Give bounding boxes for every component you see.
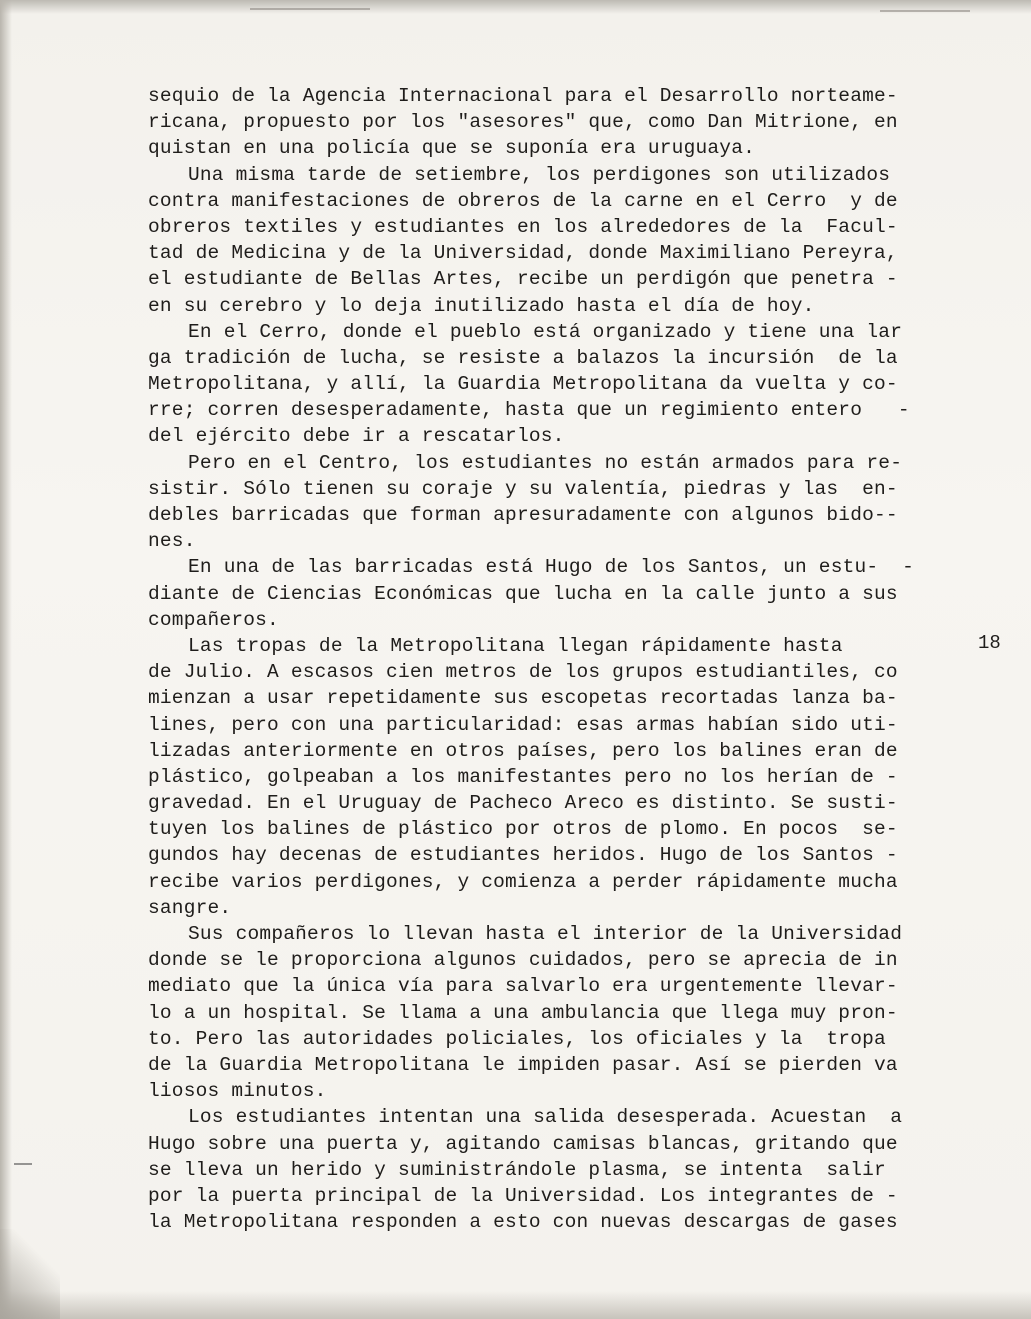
text-line: en su cerebro y lo deja inutilizado hasta el día de hoy.	[148, 294, 815, 317]
text-line: debles barricadas que forman apresuradamente con algunos bido--	[148, 504, 898, 526]
text-line: gravedad. En el Uruguay de Pacheco Areco es distinto. Se susti-	[148, 792, 898, 815]
text-line: ga tradición de lucha, se resiste a balazos la incursión de la	[148, 346, 898, 369]
text-line: recibe varios perdigones, y comienza a perder rápidamente mucha	[148, 870, 898, 893]
margin-mark	[14, 1163, 32, 1165]
text-line: Los estudiantes intentan una salida desesperada. Acuestan a	[188, 1106, 903, 1129]
text-line: mediato que la única vía para salvarlo era urgentemente llevar-	[148, 975, 898, 998]
text-line: tad de Medicina y de la Universidad, donde Maximiliano Pereyra,	[148, 242, 898, 265]
text-line: Sus compañeros lo llevan hasta el interior de la Universidad	[188, 923, 903, 945]
text-line: plástico, golpeaban a los manifestantes pero no los herían de -	[148, 765, 898, 788]
text-line: mienzan a usar repetidamente sus escopetas recortadas lanza ba-	[148, 687, 898, 710]
text-line: diante de Ciencias Económicas que lucha en la calle junto a sus	[148, 582, 898, 605]
text-line: lo a un hospital. Se llama a una ambulancia que llega muy pron-	[148, 1001, 898, 1024]
text-line: sangre.	[148, 896, 232, 919]
text-line: Las tropas de la Metropolitana llegan rápidamente hasta	[188, 634, 843, 657]
text-line: to. Pero las autoridades policiales, los oficiales y la tropa	[148, 1027, 886, 1050]
text-line: se lleva un herido y suministrándole plasma, se intenta salir	[148, 1158, 886, 1181]
text-line: Una misma tarde de setiembre, los perdigones son utilizados	[188, 163, 891, 186]
page-top-shadow	[0, 0, 1031, 14]
text-line: de Julio. A escasos cien metros de los grupos estudiantiles, co	[148, 661, 898, 684]
text-line: Pero en el Centro, los estudiantes no están armados para re-	[188, 451, 903, 474]
text-line: lizadas anteriormente en otros países, pero los balines eran de	[148, 739, 898, 762]
text-line: Metropolitana, y allí, la Guardia Metropolitana da vuelta y co-	[148, 373, 898, 396]
page-bottom-shadow	[0, 1291, 1031, 1319]
text-line: donde se le proporciona algunos cuidados, pero se aprecia de in	[148, 949, 898, 972]
page-fold-corner	[0, 1229, 60, 1319]
typed-text-body	[148, 83, 1006, 1235]
text-line: quistan en una policía que se suponía era uruguaya.	[148, 137, 755, 160]
text-line: nes.	[148, 530, 196, 553]
text-line: lines, pero con una particularidad: esas armas habían sido uti-	[148, 713, 898, 736]
text-line: En el Cerro, donde el pueblo está organizado y tiene una lar	[188, 320, 903, 343]
text-line: En una de las barricadas está Hugo de los Santos, un estu- -	[188, 556, 915, 579]
text-line: sequio de la Agencia Internacional para el Desarrollo norteame-	[148, 85, 898, 107]
text-line: por la puerta principal de la Universidad. Los integrantes de -	[148, 1184, 898, 1207]
text-line: contra manifestaciones de obreros de la carne en el Cerro y de	[148, 189, 898, 212]
text-line: liosos minutos.	[148, 1080, 327, 1103]
text-line: la Metropolitana responden a esto con nuevas descargas de gases	[148, 1211, 898, 1234]
text-line: ricana, propuesto por los "asesores" que, como Dan Mitrione, en	[148, 111, 898, 134]
text-line: compañeros.	[148, 608, 279, 631]
text-line: de la Guardia Metropolitana le impiden pasar. Así se pierden va	[148, 1053, 898, 1076]
page-left-shadow	[0, 0, 12, 1319]
text-line: obreros textiles y estudiantes en los alrededores de la Facul-	[148, 215, 898, 238]
scan-artifact	[880, 10, 970, 12]
text-line: gundos hay decenas de estudiantes heridos. Hugo de los Santos -	[148, 844, 898, 867]
marginal-number: 18	[978, 632, 1001, 654]
text-line: rre; corren desesperadamente, hasta que un regimiento entero -	[148, 399, 910, 422]
text-line: tuyen los balines de plástico por otros de plomo. En pocos se-	[148, 818, 898, 841]
scan-artifact	[250, 8, 370, 10]
text-line: el estudiante de Bellas Artes, recibe un perdigón que penetra -	[148, 268, 898, 291]
text-line: Hugo sobre una puerta y, agitando camisas blancas, gritando que	[148, 1132, 898, 1155]
text-line: sistir. Sólo tienen su coraje y su valentía, piedras y las en-	[148, 477, 898, 500]
text-line: del ejército debe ir a rescatarlos.	[148, 425, 565, 448]
